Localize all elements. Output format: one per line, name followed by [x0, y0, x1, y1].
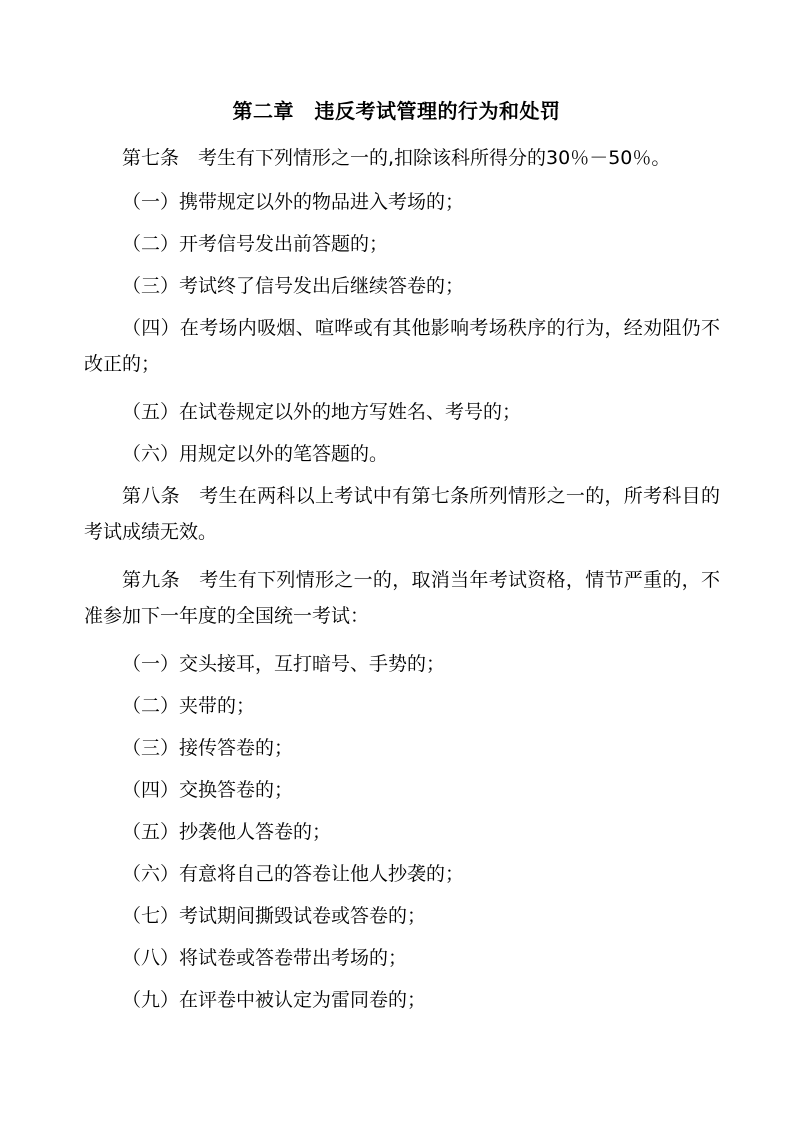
article-9-intro: 第九条 考生有下列情形之一的，取消当年考试资格，情节严重的，不准参加下一年度的全国统一考试： — [84, 569, 720, 627]
article-9-item-6: （六）有意将自己的答卷让他人抄袭的； — [122, 863, 465, 885]
article-9-item-7: （七）考试期间撕毁试卷或答卷的； — [122, 905, 427, 927]
article-9-item-3: （三）接传答卷的； — [122, 737, 294, 759]
article-7-item-4: （四）在考场内吸烟、喧哗或有其他影响考场秩序的行为，经劝阻仍不改正的； — [84, 317, 720, 375]
article-7-intro: 第七条 考生有下列情形之一的,扣除该科所得分的30％－50％。 — [122, 147, 671, 169]
article-7-item-2: （二）开考信号发出前答题的； — [122, 233, 389, 255]
article-7-item-1: （一）携带规定以外的物品进入考场的； — [122, 191, 465, 213]
article-9-item-2: （二）夹带的； — [122, 695, 256, 717]
article-8-text: 第八条 考生在两科以上考试中有第七条所列情形之一的，所考科目的考试成绩无效。 — [84, 485, 720, 543]
article-9-item-5: （五）抄袭他人答卷的； — [122, 821, 332, 843]
article-9-item-4: （四）交换答卷的； — [122, 779, 294, 801]
article-9-item-8: （八）将试卷或答卷带出考场的； — [122, 947, 408, 969]
chapter-title: 第二章 违反考试管理的行为和处罚 — [232, 99, 561, 123]
article-7-item-3: （三）考试终了信号发出后继续答卷的； — [122, 275, 465, 297]
article-9-item-1: （一）交头接耳，互打暗号、手势的； — [122, 653, 446, 675]
article-9-item-9: （九）在评卷中被认定为雷同卷的； — [122, 989, 427, 1011]
article-7-item-6: （六）用规定以外的笔答题的。 — [122, 443, 389, 465]
article-7-item-5: （五）在试卷规定以外的地方写姓名、考号的； — [122, 401, 522, 423]
